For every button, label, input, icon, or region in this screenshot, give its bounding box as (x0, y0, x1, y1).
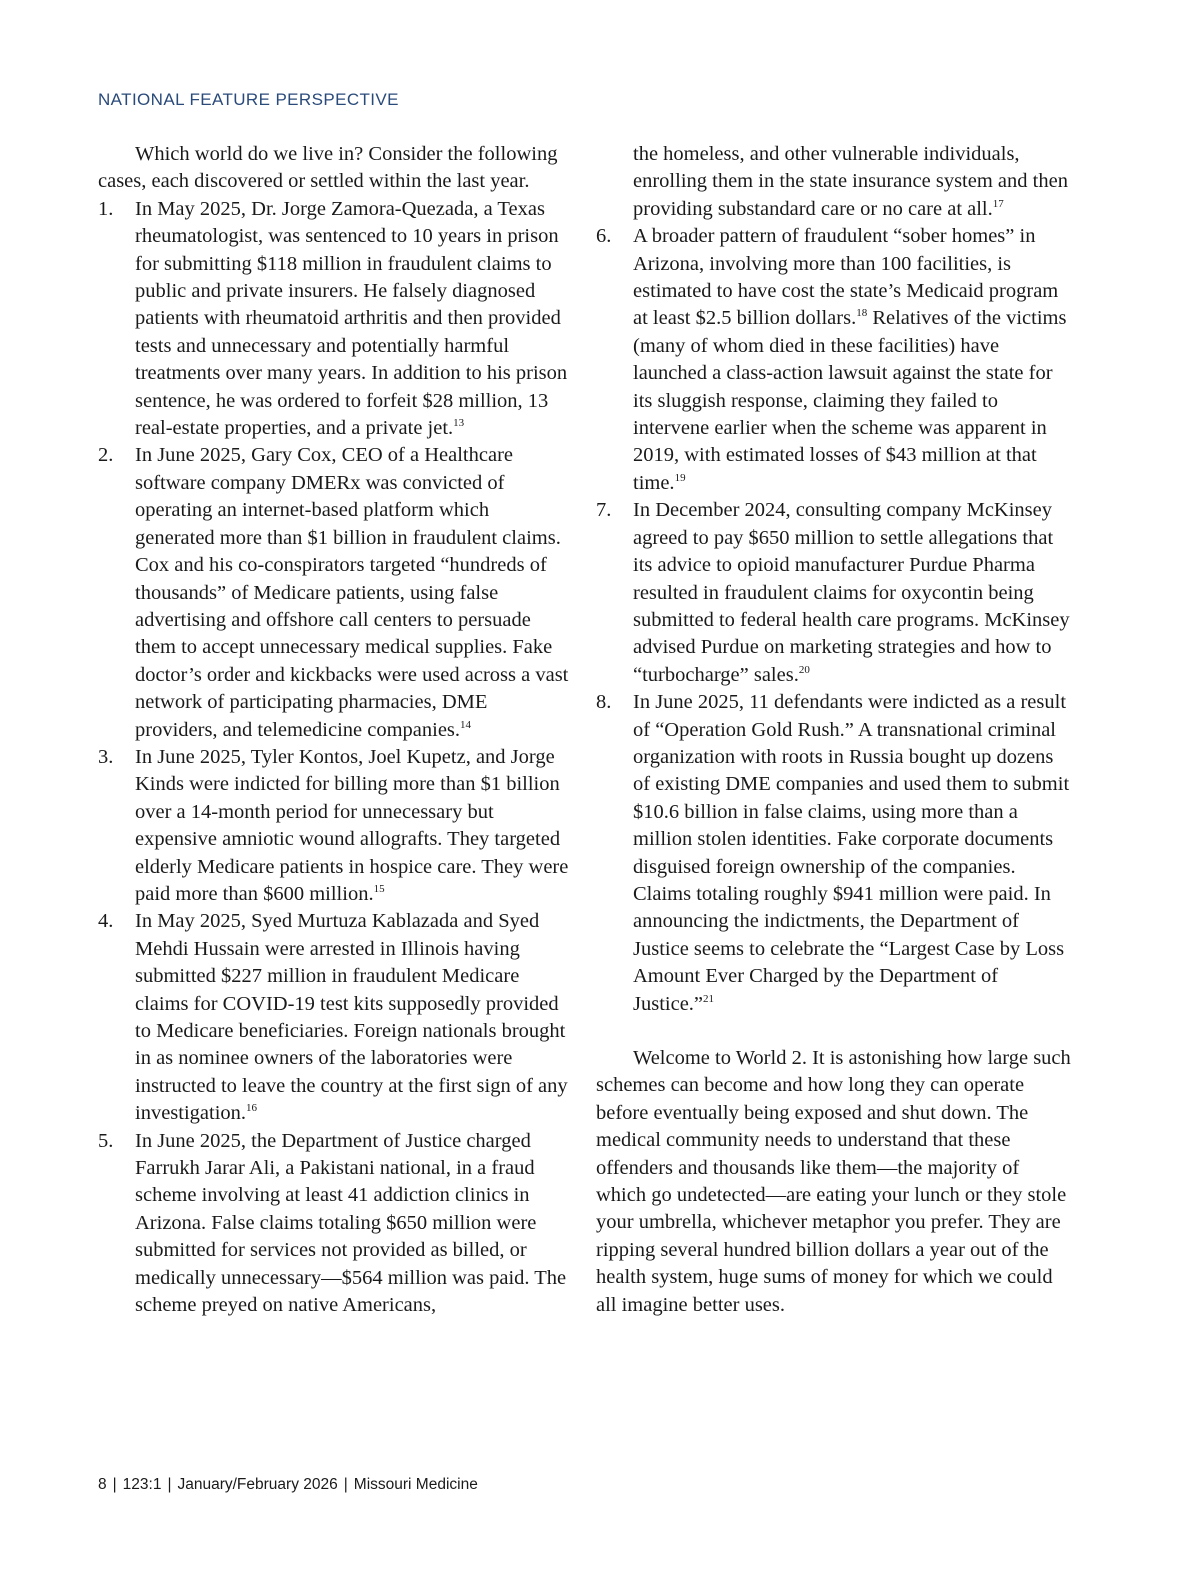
issue-date: January/February 2026 (177, 1476, 338, 1493)
intro-paragraph: Which world do we live in? Consider the following cases, each discovered or settled within the last year. (98, 143, 558, 193)
case-text: In June 2025, 11 defendants were indicted as a result of “Operation Gold Rush.” A transnational criminal organization with roots in Russia bought up dozens of existing DME companies and used them to submit $10.6 billion in false claims, using more than a million stolen identities. Fake corporate documents disguised foreign ownership of the companies. Claims totaling roughly $941 million were paid. In announcing the indictments, the Department of Justice seems to celebrate the “Largest Case by Loss Amount Ever Charged by the Department of Justice.” (633, 691, 1070, 1015)
footer-separator: | (167, 1476, 172, 1493)
case-item-2 (98, 442, 570, 743)
footer-separator: | (343, 1476, 348, 1493)
case-text: In December 2024, consulting company McKinsey agreed to pay $650 million to settle allegations that its advice to opioid manufacturer Purdue Pharma resulted in fraudulent claims for oxycontin being submitted to federal health care programs. McKinsey advised Purdue on marketing strategies and how to “turbocharge” sales. (633, 499, 1070, 686)
closing-paragraph: Welcome to World 2. It is astonishing how large such schemes can become and how long they can operate before eventually being exposed and shut down. The medical community needs to understand that these offenders and thousands like them—the majority of which go undetected—are eating your lunch or they stole your umbrella, whichever metaphor you prefer. They are ripping several hundred billion dollars a year out of the health system, huge sums of money for which we could all imagine better uses. (596, 1047, 1071, 1316)
footnote-ref: 14 (460, 718, 472, 731)
footer-separator: | (112, 1476, 117, 1493)
issue-number: 123:1 (122, 1476, 162, 1493)
case-text-continued: Relatives of the victims (many of whom died in these facilities) have launched a class-action lawsuit against the state for its sluggish response, claiming they failed to intervene earlier when the scheme was apparent in 2019, with estimated losses of $43 million at that time. (633, 307, 1067, 494)
case-item-3 (98, 744, 570, 908)
left-column (98, 141, 570, 1319)
case-text: the homeless, and other vulnerable individuals, enrolling them in the state insurance system and then providing substandard care or no care at all. (633, 143, 1068, 220)
case-item-1 (98, 196, 570, 443)
case-number: 3. (98, 745, 114, 768)
case-item-5 (98, 1128, 570, 1320)
case-number: 7. (596, 499, 612, 522)
page-number: 8 (98, 1476, 107, 1493)
footnote-ref: 21 (703, 992, 715, 1005)
footnote-ref: 20 (798, 663, 810, 676)
case-text: In May 2025, Syed Murtuza Kablazada and Syed Mehdi Hussain were arrested in Illinois having submitted $227 million in fraudulent Medicare claims for COVID-19 test kits supposedly provided to Medicare beneficiaries. Foreign nationals brought in as nominee owners of the laboratories were instructed to leave the country at the first sign of any investigation. (135, 910, 568, 1125)
case-number: 1. (98, 197, 114, 220)
journal-name: Missouri Medicine (353, 1476, 478, 1493)
paragraph-gap (596, 1018, 1074, 1045)
case-item-5-continued (596, 141, 1074, 223)
footnote-ref: 19 (674, 471, 686, 484)
footnote-ref: 15 (373, 882, 385, 895)
case-number: 4. (98, 910, 114, 933)
case-number: 8. (596, 691, 612, 714)
case-item-6 (596, 223, 1074, 497)
footnote-ref: 13 (453, 417, 465, 430)
case-text: In June 2025, Gary Cox, CEO of a Healthcare software company DMERx was convicted of operating an internet-based platform which generated more than $1 billion in fraudulent claims. Cox and his co-conspirators targeted “hundreds of thousands” of Medicare patients, using false advertising and offshore call centers to persuade them to accept unnecessary medical supplies. Fake doctor’s order and kickbacks were used across a vast network of participating pharmacies, DME providers, and telemedicine companies. (135, 444, 569, 741)
section-heading: NATIONAL FEATURE PERSPECTIVE (98, 90, 399, 109)
case-number: 2. (98, 444, 114, 467)
footnote-ref: 18 (856, 307, 868, 320)
footnote-ref: 17 (992, 197, 1004, 210)
case-text: In June 2025, the Department of Justice charged Farrukh Jarar Ali, a Pakistani national, in a fraud scheme involving at least 41 addiction clinics in Arizona. False claims totaling $650 million were submitted for services not provided as billed, or medically unnecessary—$564 million was paid. The scheme preyed on native Americans, (135, 1129, 567, 1317)
page-footer (98, 1476, 478, 1494)
case-item-7 (596, 497, 1074, 689)
right-column (596, 141, 1074, 1319)
case-item-8 (596, 689, 1074, 1018)
case-text: A broader pattern of fraudulent “sober homes” in Arizona, involving more than 100 facilities, is estimated to have cost the state’s Medicaid program at least $2.5 billion dollars. (633, 225, 1059, 330)
case-number: 5. (98, 1129, 114, 1152)
case-number: 6. (596, 225, 612, 248)
case-text: In May 2025, Dr. Jorge Zamora-Quezada, a Texas rheumatologist, was sentenced to 10 years in prison for submitting $118 million in fraudulent claims to public and private insurers. He falsely diagnosed patients with rheumatoid arthritis and then provided tests and unnecessary and potentially harmful treatments over many years. In addition to his prison sentence, he was ordered to forfeit $28 million, 13 real-estate properties, and a private jet. (135, 197, 568, 440)
footnote-ref: 16 (246, 1102, 258, 1115)
case-item-4 (98, 908, 570, 1127)
case-text: In June 2025, Tyler Kontos, Joel Kupetz, and Jorge Kinds were indicted for billing more than $1 billion over a 14-month period for unnecessary but expensive amniotic wound allografts. They targeted elderly Medicare patients in hospice care. They were paid more than $600 million. (135, 745, 569, 905)
